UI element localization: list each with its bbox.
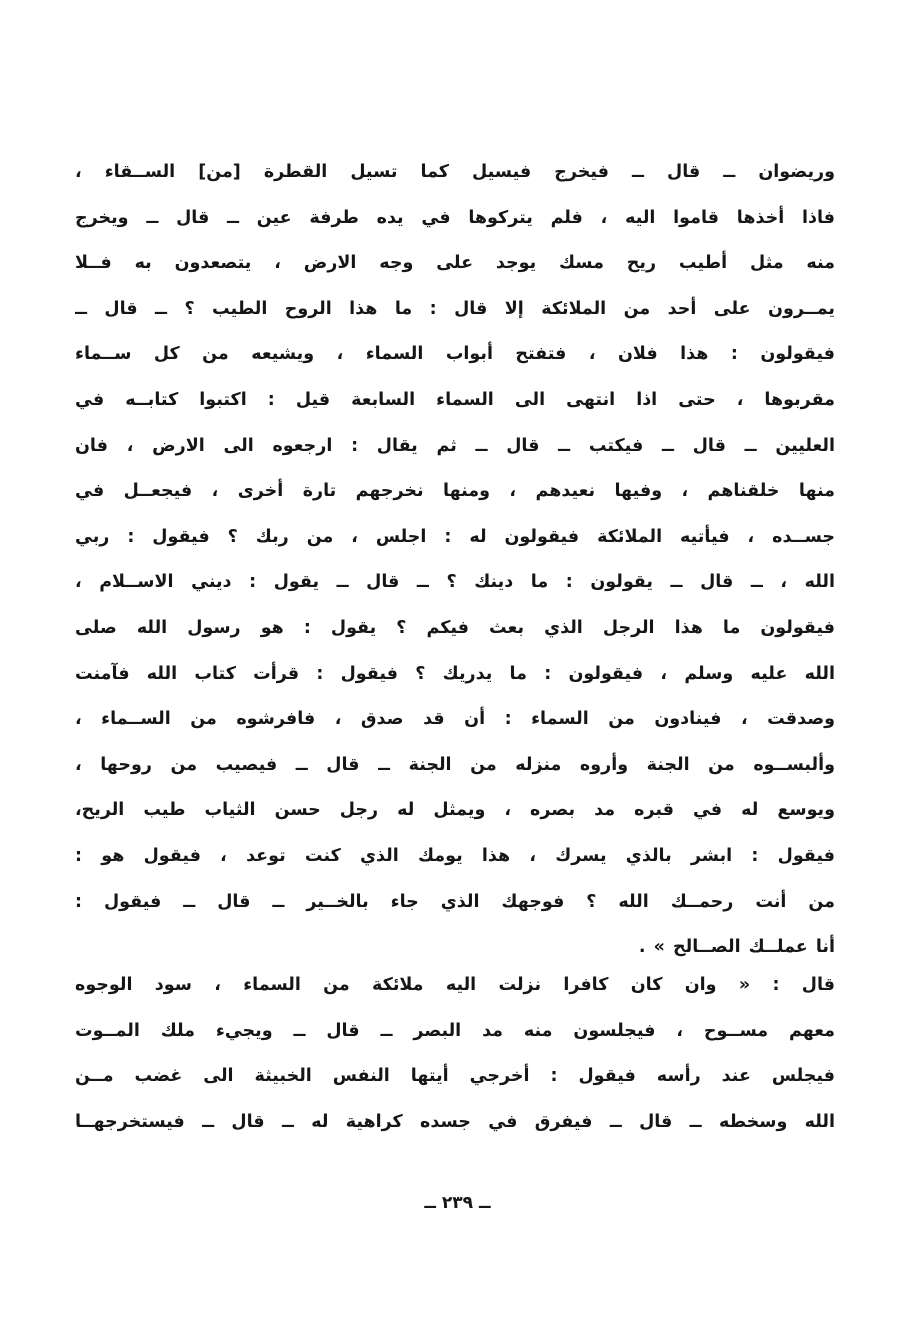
paragraph-2 [75,963,835,1145]
text-line: فيجلس عند رأسه فيقول : أخرجي أيتها النفس الخبيثة الى غضب مــن [75,1066,835,1087]
text-line: الله وسخطه ــ قال ــ فيفرق في جسده كراهية له ــ قال ــ فيستخرجهــا [75,1111,835,1132]
text-line: الله ، ــ قال ــ يقولون : ما دينك ؟ ــ قال ــ يقول : ديني الاســلام ، [75,572,835,593]
text-line: وريضوان ــ قال ــ فيخرج فيسيل كما تسيل القطرة [من] الســقاء ، [75,162,835,182]
text-line: أنا عملــك الصــالح » . [638,937,835,958]
text-line: فيقولون ما هذا الرجل الذي بعث فيكم ؟ يقول : هو رسول الله صلى [75,617,835,638]
text-line: يمــرون على أحد من الملائكة إلا قال : ما هذا الروح الطيب ؟ ــ قال ــ [75,298,835,319]
text-line: منها خلقناهم ، وفيها نعيدهم ، ومنها نخرجهم تارة أخرى ، فيجعــل في [75,481,835,502]
text-line: فيقولون : هذا فلان ، فتفتح أبواب السماء ، ويشيعه من كل ســماء [75,344,835,365]
text-line: من أنت رحمــك الله ؟ فوجهك الذي جاء بالخــير ــ قال ــ فيقول : [75,891,835,912]
text-line: مقربوها ، حتى اذا انتهى الى السماء السابعة قيل : اكتبوا كتابــه في [75,389,835,410]
text-line: جســده ، فيأتيه الملائكة فيقولون له : اجلس ، من ربك ؟ فيقول : ربي [75,526,835,547]
page-number: ــ ٢٣٩ ــ [424,1193,491,1213]
text-line: الله عليه وسلم ، فيقولون : ما يدريك ؟ فيقول : قرأت كتاب الله فآمنت [75,663,835,684]
text-line: العليين ــ قال ــ فيكتب ــ قال ــ ثم يقال : ارجعوه الى الارض ، فان [75,435,835,456]
text-line: فاذا أخذها قاموا اليه ، فلم يتركوها في يده طرفة عين ــ قال ــ ويخرج [75,207,835,228]
text-line: وألبســوه من الجنة وأروه منزله من الجنة ــ قال ــ فيصيب من روحها ، [75,754,835,775]
text-line: معهم مســوح ، فيجلسون منه مد البصر ــ قال ــ ويجيء ملك المــوت [75,1020,835,1041]
text-line: ويوسع له في قبره مد بصره ، ويمثل له رجل حسن الثياب طيب الريح، [75,800,835,821]
text-line: منه مثل أطيب ريح مسك يوجد على وجه الارض ، يتصعدون به فــلا [75,253,835,274]
paragraph-1 [75,150,835,971]
text-line: قال : « وان كان كافرا نزلت اليه ملائكة من السماء ، سود الوجوه [75,975,835,995]
text-line: فيقول : ابشر بالذي يسرك ، هذا يومك الذي كنت توعد ، فيقول هو : [75,845,835,866]
text-line: وصدقت ، فينادون من السماء : أن قد صدق ، فافرشوه من الســماء ، [75,709,835,730]
